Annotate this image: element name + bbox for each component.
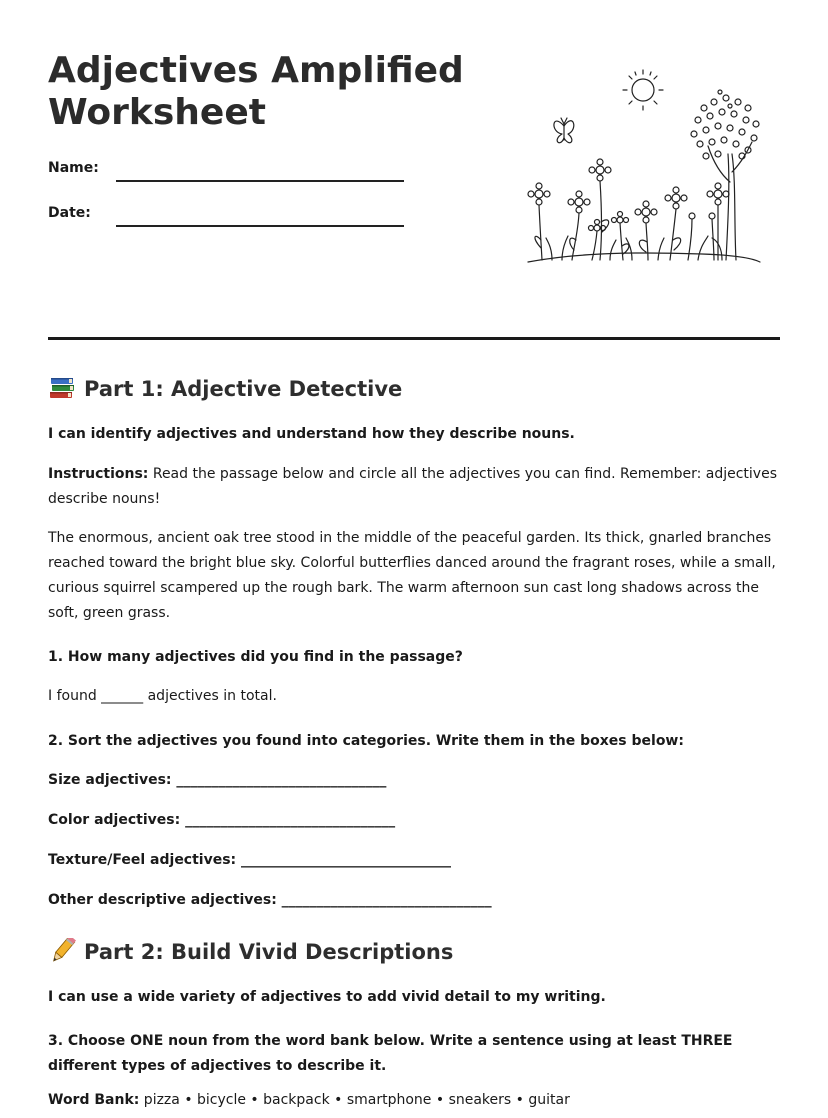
- name-underline: [116, 180, 404, 182]
- date-label: Date:: [48, 205, 91, 221]
- tree-icon: [691, 90, 759, 260]
- instructions-label: Instructions:: [48, 466, 149, 482]
- reading-passage: The enormous, ancient oak tree stood in the middle of the peaceful garden. Its thick, gnarled branches reached toward the bright blue sky. Colorful butterflies danced around the fragrant roses, while a small, curious squirrel scampered up the rough bark. The warm afternoon sun cast long shadows across the soft, green grass.: [48, 530, 776, 621]
- part1-title: Part 1: Adjective Detective: [84, 377, 403, 401]
- question-1: 1. How many adjectives did you find in the passage?: [48, 649, 463, 665]
- section-divider: [48, 337, 780, 340]
- part1-instructions: [48, 462, 778, 512]
- category-other[interactable]: Other descriptive adjectives: ______________________________: [48, 892, 492, 908]
- part1-heading: [48, 375, 402, 403]
- question-1-answer[interactable]: I found ______ adjectives in total.: [48, 688, 277, 704]
- instructions-text: Read the passage below and circle all the adjectives you can find. Remember: adjectives describe nouns!: [48, 466, 777, 507]
- word-bank-words: pizza • bicycle • backpack • smartphone • sneakers • guitar: [139, 1092, 570, 1108]
- category-color[interactable]: Color adjectives: ______________________________: [48, 812, 396, 828]
- title-line-2: Worksheet: [48, 92, 266, 133]
- butterfly-icon: [554, 118, 574, 143]
- question-3: 3. Choose ONE noun from the word bank below. Write a sentence using at least THREE different types of adjectives to describe it.: [48, 1033, 733, 1074]
- part2-objective: I can use a wide variety of adjectives to add vivid detail to my writing.: [48, 989, 606, 1005]
- part2-title: Part 2: Build Vivid Descriptions: [84, 940, 454, 964]
- title-line-1: Adjectives Amplified: [48, 50, 464, 91]
- part2-heading: [48, 938, 453, 966]
- pencil-icon: [48, 938, 76, 964]
- date-field[interactable]: [48, 205, 408, 229]
- flowers-icon: [528, 159, 729, 260]
- date-underline: [116, 225, 404, 227]
- name-label: Name:: [48, 160, 99, 176]
- word-bank-label: Word Bank:: [48, 1092, 140, 1108]
- name-field[interactable]: [48, 160, 408, 184]
- category-size[interactable]: Size adjectives: ______________________________: [48, 772, 387, 788]
- word-bank: [48, 1088, 778, 1113]
- worksheet-title: [48, 50, 478, 134]
- part1-objective: I can identify adjectives and understand how they describe nouns.: [48, 426, 575, 442]
- sun-icon: [623, 70, 663, 110]
- books-icon: [48, 375, 76, 401]
- garden-illustration: [522, 62, 768, 270]
- category-texture[interactable]: Texture/Feel adjectives: ______________________________: [48, 852, 452, 868]
- question-2: 2. Sort the adjectives you found into categories. Write them in the boxes below:: [48, 733, 684, 749]
